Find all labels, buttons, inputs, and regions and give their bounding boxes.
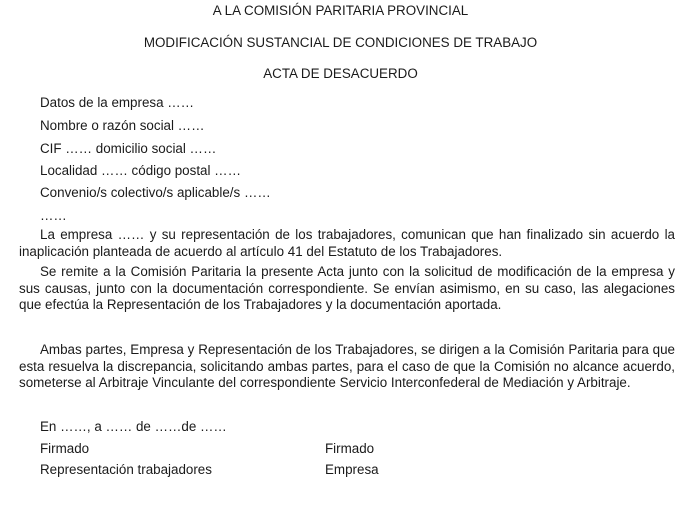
field-localidad-codigo-postal: Localidad …… código postal …… [40,163,241,178]
header-addressee: A LA COMISIÓN PARITARIA PROVINCIAL [212,3,469,18]
field-convenio-colectivo: Convenio/s colectivo/s aplicable/s …… [40,185,271,200]
field-nombre-razon-social: Nombre o razón social …… [40,118,205,133]
field-datos-empresa: Datos de la empresa …… [40,95,195,110]
document-title: ACTA DE DESACUERDO [263,66,418,81]
paragraph-desacuerdo: La empresa …… y su representación de los trabajadores, comunican que han finalizado sin acuerdo la inaplicación planteada de acuerdo al artículo 41 del Estatuto de los Trabajadores. [19,227,675,259]
date-line: En ……, a …… de ……de …… [40,419,227,434]
header-subject: MODIFICACIÓN SUSTANCIAL DE CONDICIONES DE TRABAJO [143,35,538,50]
paragraph-remision: Se remite a la Comisión Paritaria la presente Acta junto con la solicitud de modificación de la empresa y sus causas, junto con la documentación correspondiente. Se envían asimismo, en su caso, las alegaciones que efectúa la Representación de los Trabajadores y la documentación aportada. [19,264,675,312]
left-signature-label: Firmado [40,441,90,456]
field-cif-domicilio: CIF …… domicilio social …… [40,141,217,156]
paragraph-arbitraje: Ambas partes, Empresa y Representación de los Trabajadores, se dirigen a la Comisión Paritaria para que esta resuelva la discrepancia, solicitando ambas partes, para el caso de que la Comisión no alcance acuerdo, someterse al Arbitraje Vinculante del correspondiente Servicio Interconfederal de Mediación y Arbitraje. [19,342,675,390]
left-signature-party: Representación trabajadores [40,462,212,477]
right-signature-party: Empresa [325,462,379,477]
right-signature-label: Firmado [325,441,375,456]
field-ellipsis: …… [40,208,67,223]
